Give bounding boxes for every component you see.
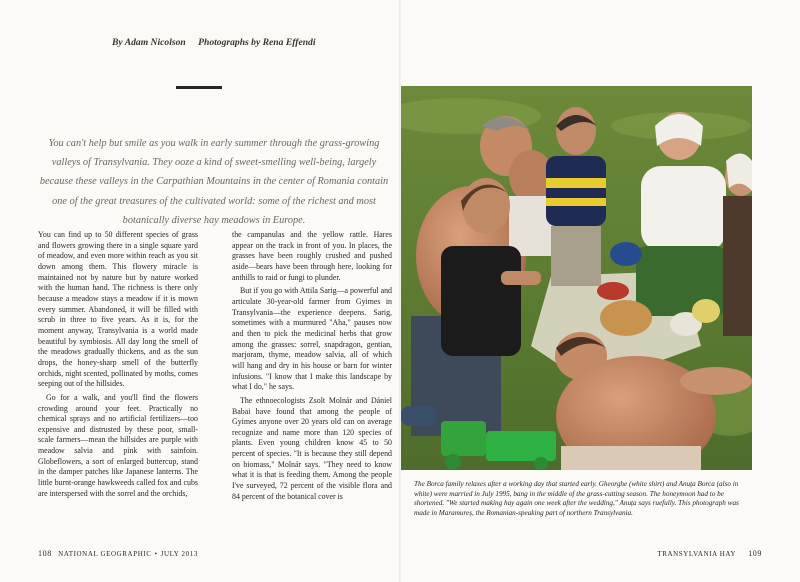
- section-rule: [176, 86, 222, 89]
- family-picnic-photo-icon: [401, 86, 752, 470]
- photo-caption: The Borca family relaxes after a working day that started early. Gheorghe (white shirt) and Anuța Borca (also in white) were married in July 1995, bang in the middle of the grass-cutting season. The honeymoon had to be shortened. "We started making hay again one week after the wedding," Anuța says ruefully. This photograph was made in Maramureș, the Romanian-speaking part of northern Transylvania.: [414, 480, 739, 517]
- author-credit: By Adam Nicolson: [112, 37, 186, 48]
- folio-left: [38, 549, 198, 558]
- byline: [112, 37, 392, 48]
- magazine-name: NATIONAL GEOGRAPHIC: [58, 550, 152, 558]
- article-running-title: TRANSYLVANIA HAY: [657, 550, 736, 558]
- page-number-left: 108: [38, 549, 52, 558]
- paragraph: Go for a walk, and you'll find the flowers crowding around your feet. Practically no chemical sprays and no artificial fertilizers—too expensive and distrusted by these poor, small-scale farmers—mean the hillsides are purple with meadow salvia and pink with sainfoin. Globeflowers, a sort of enlarged buttercup, stand in the damper patches like Japanese lanterns. The little burnt-orange hawkweeds called fox and cubs are interspersed with the sorrel and the orchids,: [38, 392, 198, 498]
- body-column-2: [232, 230, 392, 502]
- paragraph: The ethnoecologists Zsolt Molnár and Dániel Babai have found that among the people of Gyimes anyone over 20 years old can on average recognize and name more than 120 species of plants. Even young children know 45 to 50 percent of species. "It is because they still depend on biomass," Molnár says. "They need to know what it is that is feeding them. Among the people I've surveyed, 72 percent of the visible flora and 84 percent of the botanical cover is: [232, 395, 392, 501]
- issue-date: JULY 2013: [160, 550, 198, 558]
- paragraph: But if you go with Attila Sarig—a powerful and articulate 30-year-old farmer from Gyimes in Transylvania—the experience deepens. Sarig, sometimes with a murmured "Aha," pauses now and then to pick the medicinal herbs that grow among the grasses: sorrel, snapdragon, gentian, marjoram, thyme, meadow salvia, all of which will hang and dry in his house or barn for winter infusions. "I know that I make this landscape by what I do," he says.: [232, 286, 392, 392]
- paragraph: the campanulas and the yellow rattle. Hares appear on the track in front of you. In places, the grasses have been roughly crushed and pushed aside—bears have been through here, looking for anthills to raid or fungi to plunder.: [232, 230, 392, 282]
- page-number-right: 109: [748, 549, 762, 558]
- folio-right: [657, 549, 762, 558]
- body-column-1: [38, 230, 198, 499]
- photographer-credit: Photographs by Rena Effendi: [198, 37, 316, 48]
- paragraph: You can find up to 50 different species of grass and flowers growing there in a single square yard of meadow, and even more within reach as you sit down among them. This flowery miracle is maintained not by nature but by nature worked with the human hand. The richness is there only because a meadow stays a meadow if it is mown every summer. Abandoned, it will be filled with scrub in three to five years. As it is, for the moment anyway, Transylvania is a world made beautiful by symbiosis. All day long the smell of the meadows gradually thickens, and as the sun drops, the honey-sharp smell of the butterfly orchids, night scented, pollinated by moths, comes seeping out of the hillsides.: [38, 230, 198, 389]
- folio-separator: •: [154, 550, 158, 558]
- article-deck: You can't help but smile as you walk in early summer through the grass-growing valleys of Transylvania. They ooze a kind of sweet-smelling well-being, largely because these valleys in the Carpathian Mountains in the center of Romania contain one of the great treasures of the cultivated world: some of the richest and most botanically diverse hay meadows in Europe.: [39, 138, 389, 226]
- family-photo: [401, 86, 752, 470]
